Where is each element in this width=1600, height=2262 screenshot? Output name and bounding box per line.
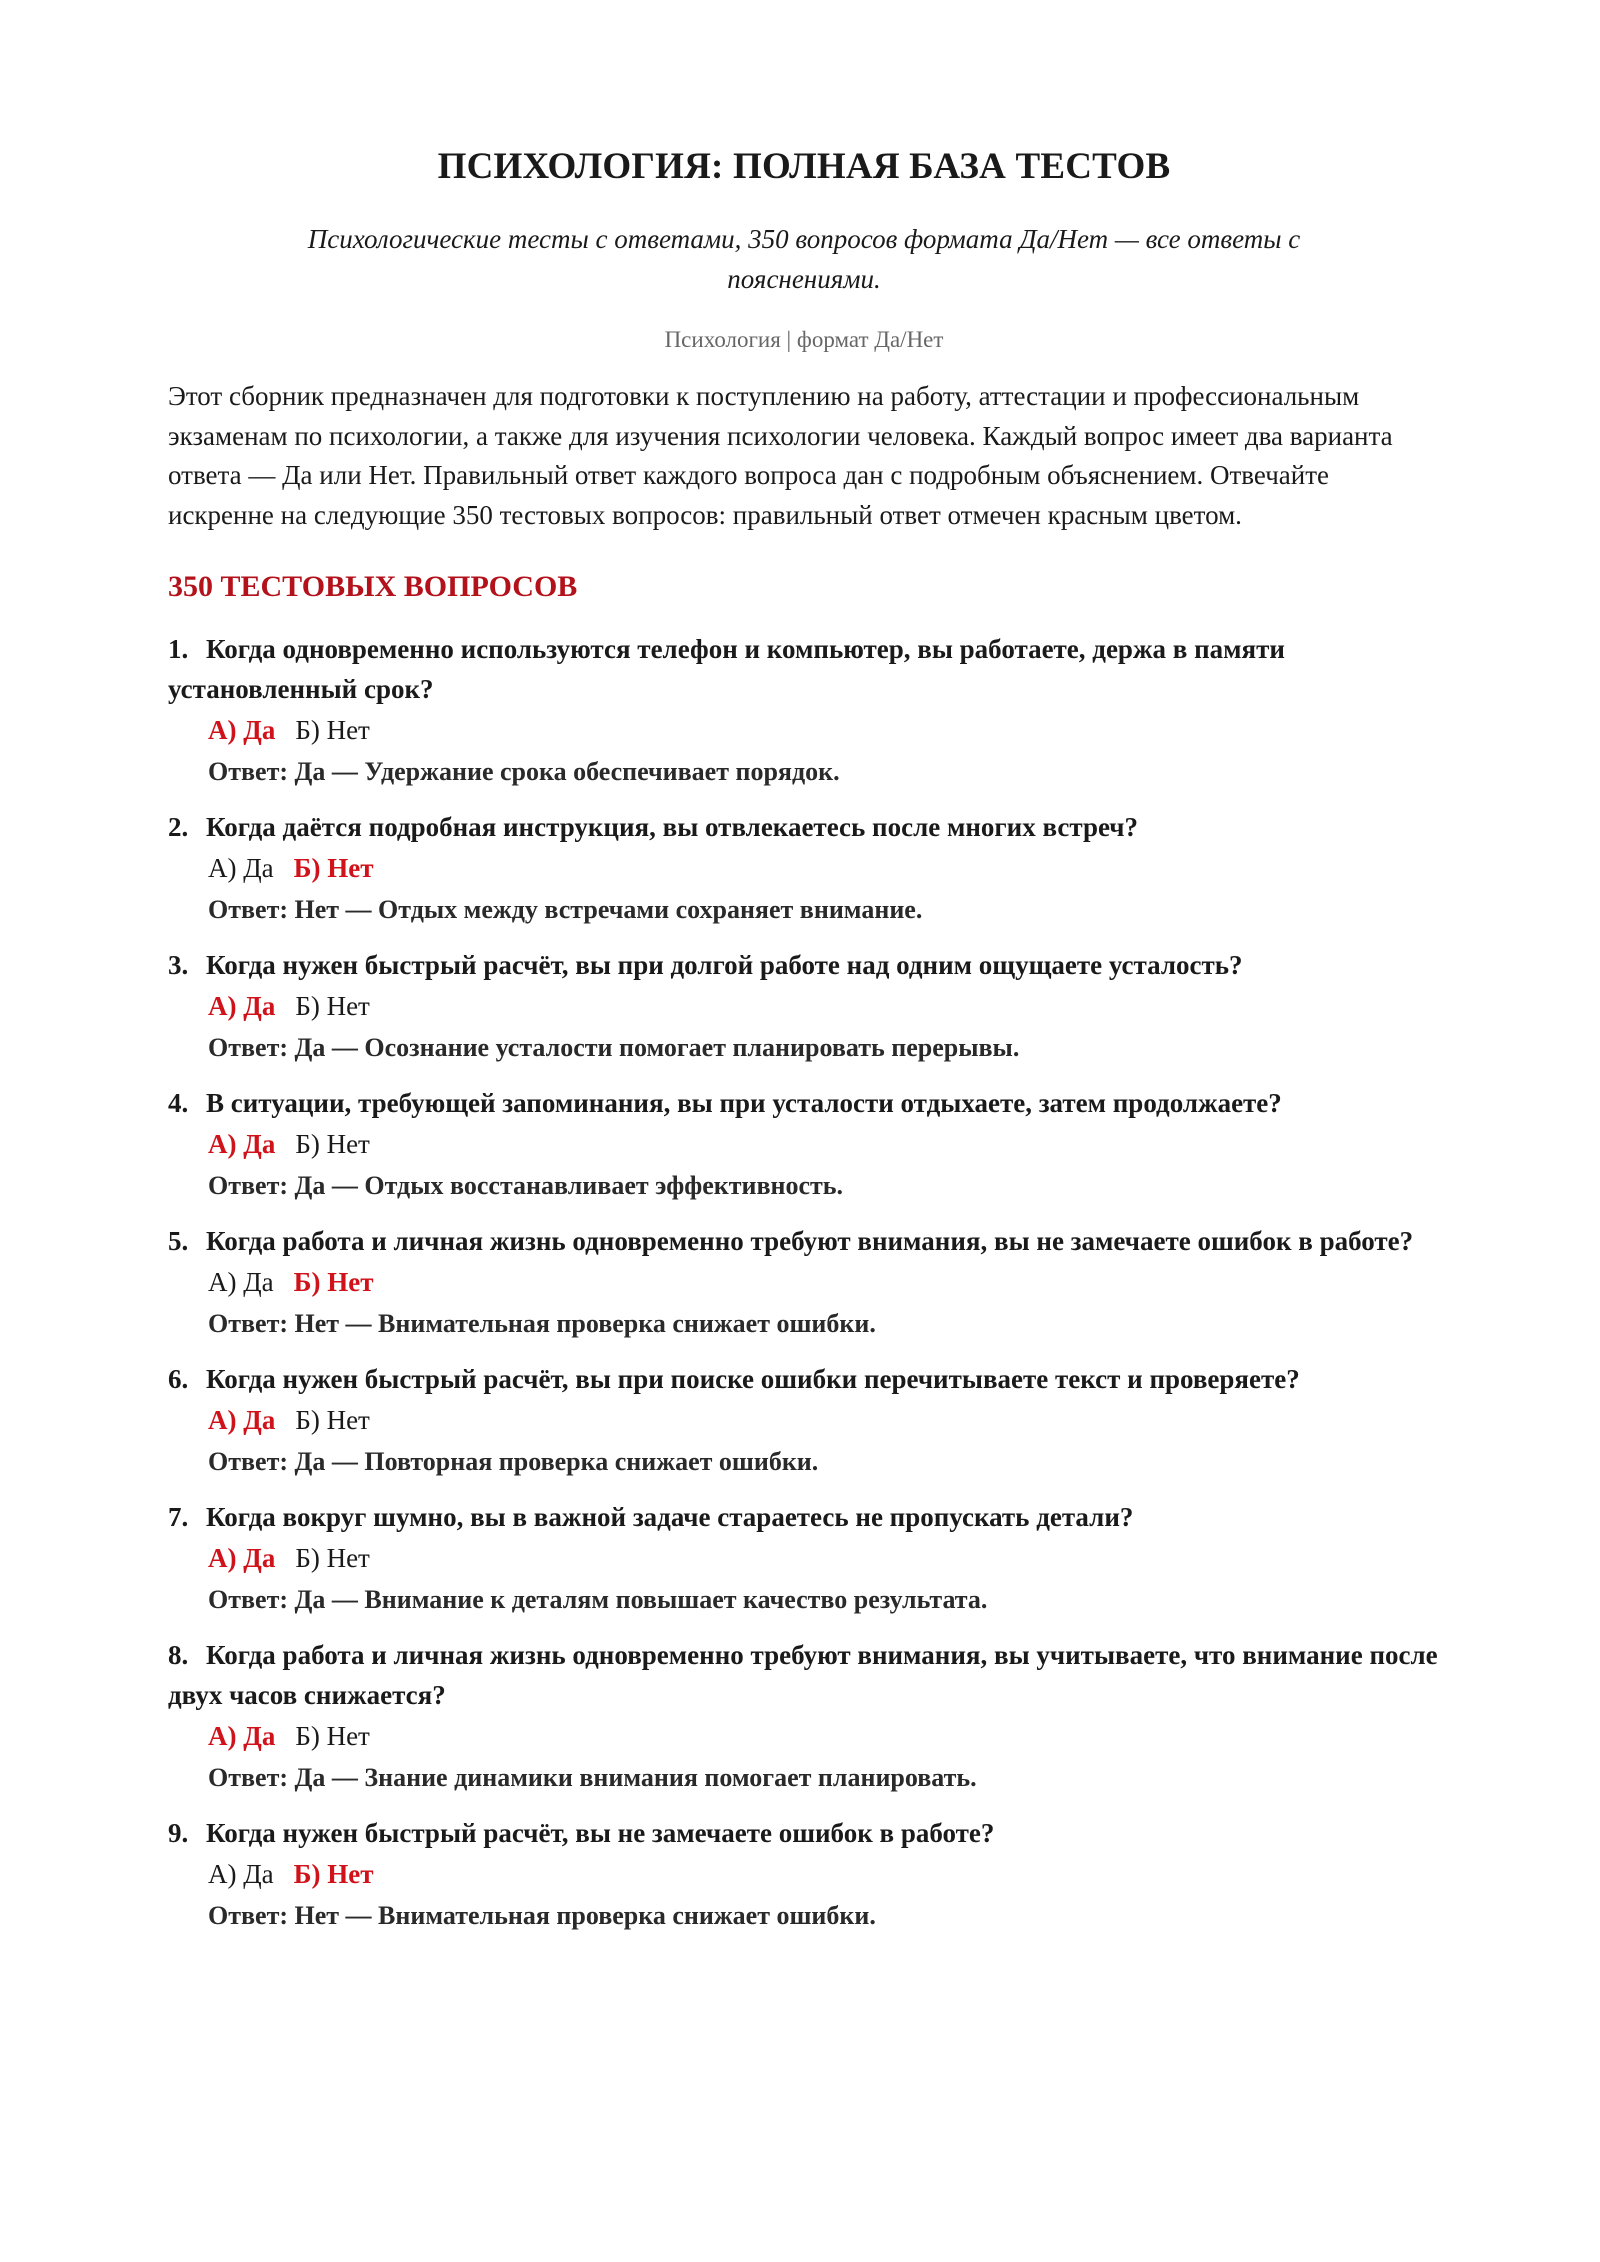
question-number: 6.: [168, 1364, 189, 1394]
option-a: А) Да: [208, 1267, 274, 1297]
answer-explanation: Ответ: Да — Внимание к деталям повышает качество результата.: [208, 1585, 988, 1614]
option-b: Б) Нет: [295, 1405, 370, 1435]
category-meta: Психология | формат Да/Нет: [664, 327, 944, 352]
page-title: ПСИХОЛОГИЯ: ПОЛНАЯ БАЗА ТЕСТОВ: [437, 146, 1171, 187]
option-b: Б) Нет: [293, 1267, 374, 1297]
question-text: [168, 629, 1440, 709]
question-text: [168, 1359, 1440, 1399]
option-b: Б) Нет: [295, 991, 370, 1021]
answer-explanation: Ответ: Нет — Отдых между встречами сохраняет внимание.: [208, 895, 923, 924]
question-text: [168, 1635, 1440, 1715]
question-number: 1.: [168, 634, 189, 664]
question-text: [168, 1813, 1440, 1853]
answer-explanation: Ответ: Да — Отдых восстанавливает эффективность.: [208, 1171, 844, 1200]
answer-explanation: Ответ: Нет — Внимательная проверка снижает ошибки.: [208, 1901, 876, 1930]
question-item: [168, 807, 1440, 931]
intro-paragraph: Этот сборник предназначен для подготовки к поступлению на работу, аттестации и профессиональным экзаменам по психологии, а также для изучения психологии человека. Каждый вопрос имеет два варианта ответа — Да или Нет. Правильный ответ каждого вопроса дан с подробным объяснением. Отвечайте искренне на следующие 350 тестовых вопросов: правильный ответ отмечен красным цветом.: [168, 381, 1393, 530]
option-a: А) Да: [208, 1721, 276, 1751]
document-page: [168, 145, 1440, 1951]
answer-options: [168, 1715, 1440, 1757]
question-body: Когда нужен быстрый расчёт, вы не замечаете ошибок в работе?: [206, 1818, 995, 1848]
answer-explanation: Ответ: Да — Знание динамики внимания помогает планировать.: [208, 1763, 977, 1792]
question-item: [168, 1813, 1440, 1937]
question-body: Когда даётся подробная инструкция, вы отвлекаетесь после многих встреч?: [206, 812, 1139, 842]
question-body: Когда работа и личная жизнь одновременно требуют внимания, вы учитываете, что внимание после двух часов снижается?: [168, 1640, 1438, 1710]
option-b: Б) Нет: [293, 1859, 374, 1889]
question-number: 5.: [168, 1226, 189, 1256]
section-heading: 350 ТЕСТОВЫХ ВОПРОСОВ: [168, 570, 578, 603]
option-b: Б) Нет: [295, 715, 370, 745]
answer-options: [168, 709, 1440, 751]
page-subtitle: Психологические тесты с ответами, 350 вопросов формата Да/Нет — все ответы с пояснениями.: [307, 224, 1301, 294]
question-item: [168, 629, 1440, 793]
question-item: [168, 945, 1440, 1069]
question-item: [168, 1221, 1440, 1345]
option-a: А) Да: [208, 853, 274, 883]
answer-explanation: Ответ: Да — Удержание срока обеспечивает порядок.: [208, 757, 840, 786]
question-number: 3.: [168, 950, 189, 980]
answer-options: [168, 985, 1440, 1027]
answer-explanation: Ответ: Да — Осознание усталости помогает планировать перерывы.: [208, 1033, 1020, 1062]
answer-explanation: Ответ: Да — Повторная проверка снижает ошибки.: [208, 1447, 819, 1476]
answer-options: [168, 1853, 1440, 1895]
question-number: 2.: [168, 812, 189, 842]
question-text: [168, 1221, 1440, 1261]
question-text: [168, 1083, 1440, 1123]
question-body: Когда вокруг шумно, вы в важной задаче стараетесь не пропускать детали?: [206, 1502, 1134, 1532]
question-number: 8.: [168, 1640, 189, 1670]
question-item: [168, 1083, 1440, 1207]
question-text: [168, 945, 1440, 985]
answer-options: [168, 1537, 1440, 1579]
option-a: А) Да: [208, 715, 276, 745]
answer-explanation: Ответ: Нет — Внимательная проверка снижает ошибки.: [208, 1309, 876, 1338]
option-b: Б) Нет: [295, 1543, 370, 1573]
option-a: А) Да: [208, 1129, 276, 1159]
answer-options: [168, 847, 1440, 889]
answer-options: [168, 1399, 1440, 1441]
option-a: А) Да: [208, 1405, 276, 1435]
question-body: Когда работа и личная жизнь одновременно требуют внимания, вы не замечаете ошибок в работе?: [206, 1226, 1414, 1256]
question-item: [168, 1635, 1440, 1799]
question-body: Когда нужен быстрый расчёт, вы при поиске ошибки перечитываете текст и проверяете?: [206, 1364, 1300, 1394]
option-a: А) Да: [208, 1543, 276, 1573]
option-a: А) Да: [208, 991, 276, 1021]
option-a: А) Да: [208, 1859, 274, 1889]
question-body: В ситуации, требующей запоминания, вы при усталости отдыхаете, затем продолжаете?: [206, 1088, 1282, 1118]
question-item: [168, 1497, 1440, 1621]
question-text: [168, 807, 1440, 847]
option-b: Б) Нет: [293, 853, 374, 883]
option-b: Б) Нет: [295, 1129, 370, 1159]
option-b: Б) Нет: [295, 1721, 370, 1751]
question-number: 7.: [168, 1502, 189, 1532]
question-body: Когда одновременно используются телефон и компьютер, вы работаете, держа в памяти установленный срок?: [168, 634, 1285, 704]
question-number: 9.: [168, 1818, 189, 1848]
answer-options: [168, 1123, 1440, 1165]
question-number: 4.: [168, 1088, 189, 1118]
question-body: Когда нужен быстрый расчёт, вы при долгой работе над одним ощущаете усталость?: [206, 950, 1243, 980]
answer-options: [168, 1261, 1440, 1303]
question-item: [168, 1359, 1440, 1483]
question-text: [168, 1497, 1440, 1537]
question-list: [168, 629, 1440, 1937]
